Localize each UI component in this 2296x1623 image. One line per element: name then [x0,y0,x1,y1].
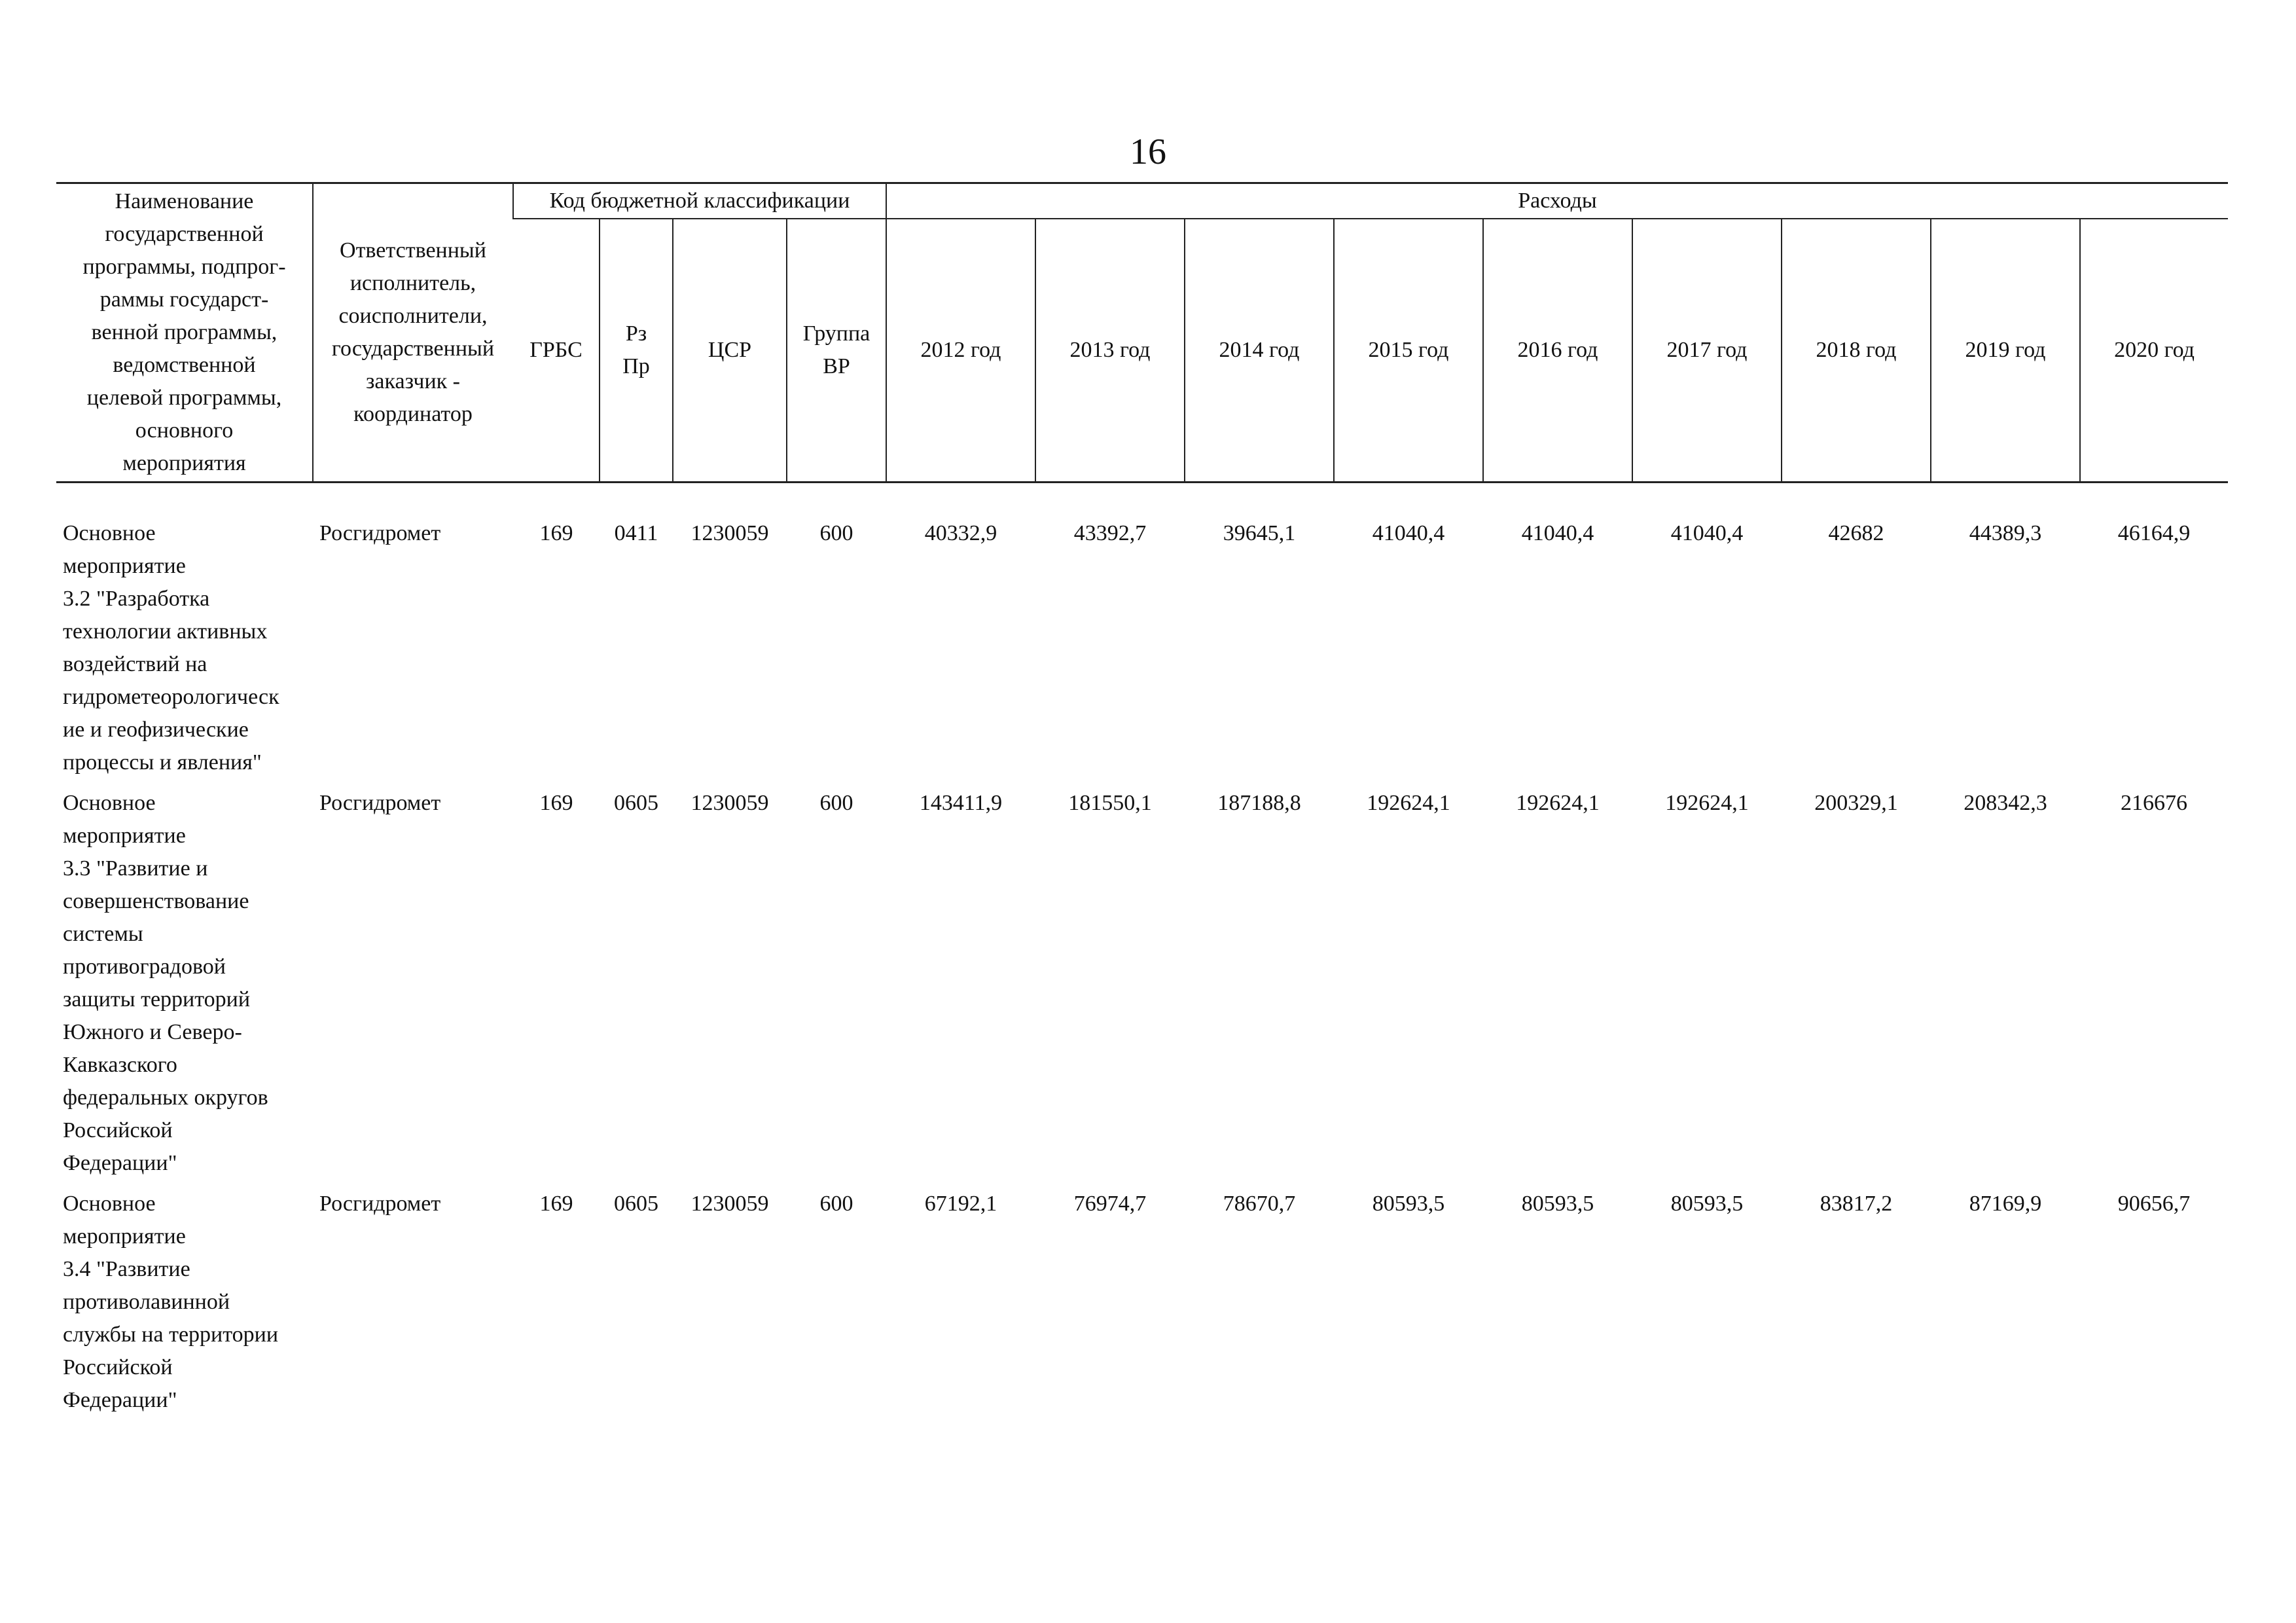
expense-value-cell: 67192,1 [924,1192,997,1216]
expense-value-cell: 181550,1 [1068,791,1152,815]
grbs-cell: 169 [539,791,573,815]
budget-expenses-table [56,182,2228,1425]
activity-name-line: мероприятие [63,1224,186,1249]
expense-value-cell: 41040,4 [1521,521,1594,545]
activity-name-line: Федерации" [63,1151,177,1175]
header-name-line: целевой программы, [86,386,282,410]
header-year: 2020 год [2080,219,2228,483]
responsible-cell: Росгидромет [319,791,441,815]
page-number: 16 [1130,132,1166,172]
expense-value-cell: 76974,7 [1073,1192,1147,1216]
group-vr-cell: 600 [819,521,853,545]
csr-cell: 1230059 [691,521,769,545]
header-responsible-line: координатор [353,402,473,426]
header-year: 2014 год [1185,219,1334,483]
expense-value-cell: 46164,9 [2117,521,2191,545]
expense-value-cell: 208342,3 [1964,791,2047,815]
responsible-cell: Росгидромет [319,1192,441,1216]
activity-name-line: защиты территорий [63,987,251,1012]
activity-name-line: воздействий на [63,652,207,676]
expense-value-cell: 41040,4 [1670,521,1744,545]
header-year: 2018 год [1782,219,1931,483]
expense-value-cell: 44389,3 [1969,521,2042,545]
expense-value-cell: 80593,5 [1670,1192,1744,1216]
header-year: 2013 год [1035,219,1185,483]
activity-name-line: Основное [63,791,156,815]
expense-value-cell: 192624,1 [1665,791,1749,815]
activity-name-line: 3.2 "Разработка [63,587,210,611]
header-responsible-line: Ответственный [340,238,486,263]
header-responsible-line: исполнитель, [350,271,476,295]
activity-name-line: Южного и Северо- [63,1020,242,1044]
header-budget-classification: Код бюджетной классификации [513,183,886,219]
activity-name-cell [56,1188,313,1425]
csr-cell: 1230059 [691,1192,769,1216]
header-name-line: государственной [105,222,264,246]
activity-name-line: ие и геофизические [63,718,249,742]
header-name-line: основного [135,418,234,443]
activity-name-line: противолавинной [63,1290,230,1314]
rz-pr-cell: 0605 [614,1192,658,1216]
header-name-line: Наименование [115,189,254,213]
expense-value-cell: 143411,9 [919,791,1003,815]
activity-name-line: мероприятие [63,554,186,578]
expense-value-cell: 187188,8 [1217,791,1301,815]
header-expenses: Расходы [886,183,2228,219]
group-vr-cell: 600 [819,791,853,815]
csr-cell: 1230059 [691,791,769,815]
header-year: 2012 год [886,219,1035,483]
activity-name-line: технологии активных [63,619,268,644]
rz-pr-cell: 0605 [614,791,658,815]
grbs-cell: 169 [539,521,573,545]
expense-value-cell: 40332,9 [924,521,997,545]
expense-value-cell: 83817,2 [1820,1192,1893,1216]
header-responsible-line: заказчик - [365,369,460,393]
header-name-line: мероприятия [122,451,246,475]
expense-value-cell: 43392,7 [1073,521,1147,545]
activity-name-line: Российской [63,1355,173,1379]
expense-value-cell: 41040,4 [1372,521,1445,545]
group-vr-cell: 600 [819,1192,853,1216]
activity-name-line: Российской [63,1118,173,1142]
activity-name-line: системы [63,922,143,946]
header-year: 2016 год [1483,219,1632,483]
table-row [56,517,2228,787]
expense-value-cell: 192624,1 [1367,791,1450,815]
table-row [56,1188,2228,1425]
header-responsible-column [313,183,513,483]
header-name-line: венной программы, [91,320,278,344]
activity-name-line: гидрометеорологическ [63,685,279,709]
header-responsible-line: соисполнители, [338,304,488,328]
expense-value-cell: 200329,1 [1814,791,1898,815]
activity-name-line: федеральных округов [63,1085,268,1110]
header-csr: ЦСР [673,219,787,483]
header-year: 2015 год [1334,219,1483,483]
activity-name-line: Основное [63,1192,156,1216]
expense-value-cell: 80593,5 [1372,1192,1445,1216]
activity-name-line: мероприятие [63,824,186,848]
header-year: 2017 год [1632,219,1782,483]
activity-name-cell [56,787,313,1188]
expense-value-cell: 80593,5 [1521,1192,1594,1216]
rz-pr-cell: 0411 [614,521,658,545]
activity-name-line: Федерации" [63,1388,177,1412]
header-name-line: раммы государст- [99,287,269,312]
activity-name-line: 3.4 "Развитие [63,1257,190,1281]
expense-value-cell: 42682 [1828,521,1884,545]
activity-name-line: процессы и явления" [63,750,262,775]
expense-value-cell: 216676 [2121,791,2188,815]
expense-value-cell: 90656,7 [2117,1192,2191,1216]
activity-name-line: 3.3 "Развитие и [63,856,208,881]
activity-name-line: противоградовой [63,955,226,979]
header-name-column [56,183,313,483]
activity-name-line: Основное [63,521,156,545]
expense-value-cell: 39645,1 [1223,521,1296,545]
responsible-cell: Росгидромет [319,521,441,545]
header-grbs: ГРБС [513,219,600,483]
activity-name-cell [56,517,313,787]
expense-value-cell: 87169,9 [1969,1192,2042,1216]
expense-value-cell: 78670,7 [1223,1192,1296,1216]
header-year: 2019 год [1931,219,2080,483]
activity-name-line: совершенствование [63,889,249,913]
header-responsible-line: государственный [331,337,495,361]
activity-name-line: Кавказского [63,1053,177,1077]
grbs-cell: 169 [539,1192,573,1216]
header-name-line: программы, подпрог- [82,255,286,279]
expense-value-cell: 192624,1 [1516,791,1600,815]
table-row [56,787,2228,1188]
header-group-vr: Группа ВР [787,219,886,483]
activity-name-line: службы на территории [63,1322,279,1347]
header-name-line: ведомственной [113,353,256,377]
header-rz-pr: Рз Пр [600,219,673,483]
